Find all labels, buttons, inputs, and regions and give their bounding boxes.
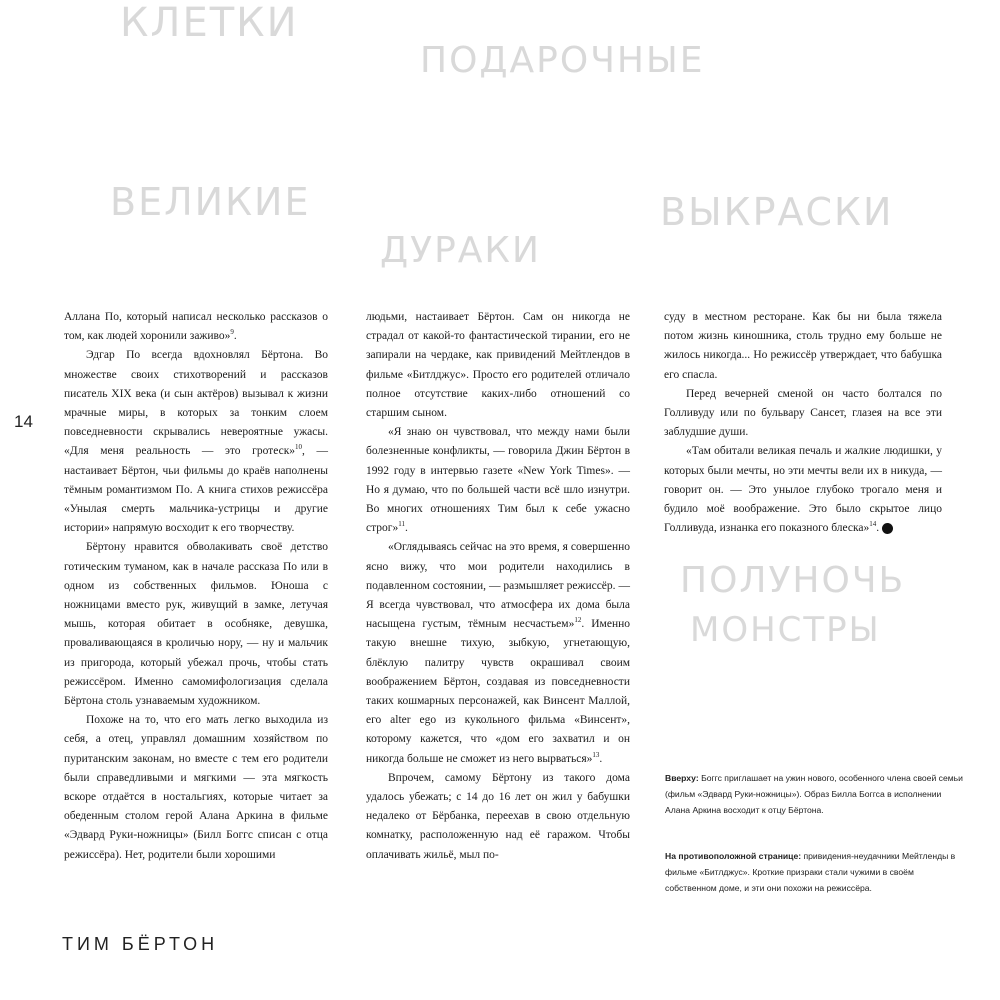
- paragraph: Бёртону нравится обволакивать своё детство готическим туманом, как в начале рассказа По или в одном из собственных фильмов. Юноша с ножницами вместо рук, живущий в замке, летучая мышь, которая обитает в особняке, девушка, проваливающаяся в кроличью нору, — ну и мальчик из пригорода, который убежал прочь, чтобы стать режиссёром. Именно самомифологизация сделала Бёртона столь узнаваемым художником.: [64, 541, 328, 708]
- end-of-article-icon: ✪: [882, 523, 893, 534]
- paragraph: Впрочем, самому Бёртону из такого дома удалось убежать; с 14 до 16 лет он жил у бабушки недалеко от Бёрбанка, переехав в свою отдельную комнатку, расположенную над её гаражом. Чтобы оплачивать жильё, мыл по-: [366, 771, 630, 861]
- background-ghost-text: ВЕЛИКИЕ: [110, 180, 311, 224]
- background-ghost-text: КЛЕТКИ: [120, 0, 299, 46]
- footnote-ref: 14: [869, 520, 877, 529]
- footnote-ref: 12: [574, 616, 582, 625]
- footnote-ref: 13: [592, 750, 600, 759]
- text-column-1: [64, 308, 328, 865]
- photo-caption-opposite: [665, 848, 965, 896]
- caption-label: Вверху:: [665, 773, 699, 783]
- text-column-2: [366, 308, 630, 865]
- background-ghost-text: ВЫКРАСКИ: [660, 190, 894, 234]
- paragraph: «Я знаю он чувствовал, что между нами были болезненные конфликты, — говорила Джин Бёртон в 1992 году в интервью газете «New York Times». — Но я думаю, что по большей части всё шло изнутри. Во многих отношениях Тим был к себе ужасно строг»$^{11}$.: [366, 426, 630, 535]
- paragraph: «Там обитали великая печаль и жалкие людишки, у которых были мечты, но эти мечты вели их в никуда, — говорит он. — Это унылое глубоко трогало меня и будило моё воображение. Это было скрытое лицо Голливуда, изнанка его показного блеска»$^{14}$. ✪: [664, 445, 942, 535]
- paragraph: людьми, настаивает Бёртон. Сам он никогда не страдал от какой-то фантастической тирании, его не запирали на чердаке, как привидений Мейтлендов в фильме «Битлджус». Просто его родителей отличало полное отсутствие каких-либо отношений со старшим сыном.: [366, 311, 630, 420]
- paragraph: Перед вечерней сменой он часто болтался по Голливуду или по бульвару Сансет, глазея на все эти заблудшие души.: [664, 387, 942, 439]
- page-number: 14: [14, 412, 33, 431]
- paragraph: Похоже на то, что его мать легко выходила из себя, а отец, управлял домашним хозяйством по пуританским законам, но вместе с тем его родители были справедливыми и мягкими — эта мягкость вскоре отдаётся в ностальгиях, которые читает за обеденным столом герой Алана Аркина в фильме «Эдвард Руки-ножницы» (Билл Боггс списан с отца режиссёра). Нет, родители были хорошими: [64, 714, 328, 861]
- background-ghost-text: МОНСТРЫ: [690, 610, 881, 650]
- footnote-ref: 9: [230, 328, 234, 337]
- caption-text: привидения-неудачники Мейтленды в фильме «Битлджус». Кроткие призраки стали чужими в своём собственном доме, и эти они похожи на режиссёра.: [665, 851, 956, 893]
- caption-label: На противоположной странице:: [665, 851, 802, 861]
- background-ghost-text: ПОДАРОЧНЫЕ: [420, 40, 705, 81]
- running-title: ТИМ БЁРТОН: [62, 934, 219, 954]
- caption-text: Боггс приглашает на ужин нового, особенного члена своей семьи (фильм «Эдвард Руки-ножницы»). Образ Билла Боггса в исполнении Алана Аркина восходит к отцу Бёртона.: [665, 773, 963, 815]
- footnote-ref: 10: [295, 443, 303, 452]
- paragraph: Эдгар По всегда вдохновлял Бёртона. Во множестве своих стихотворений и рассказов писатель XIX века (и сын актёров) вызывал к жизни мрачные миры, в которых за тонким слоем повседневности скрывались невероятные ужасы. «Для меня реальность — это гротеск»$^{10}$, — настаивает Бёртон, чьи фильмы до краёв наполнены тёмным романтизмом По. А книга стихов режиссёра «Унылая смерть мальчика-устрицы и другие истории» напрямую восходит к его творчеству.: [64, 349, 328, 535]
- text-column-3: [664, 308, 942, 538]
- background-ghost-text: ДУРАКИ: [380, 230, 541, 271]
- background-ghost-text: ПОЛУНОЧЬ: [680, 560, 906, 601]
- paragraph: суду в местном ресторане. Как бы ни была тяжела потом жизнь киношника, столь трудно ему больше не жилось никогда... Но режиссёр утверждает, что бабушка его спасла.: [664, 311, 942, 381]
- photo-caption-top: [665, 770, 965, 818]
- footnote-ref: 11: [398, 520, 405, 529]
- paragraph: Аллана По, который написал несколько рассказов о том, как людей хоронили заживо»$^9$.: [64, 311, 328, 343]
- paragraph: «Оглядываясь сейчас на это время, я совершенно ясно вижу, что мои родители находились в подавленном состоянии, — размышляет режиссёр. — Я всегда чувствовал, что атмосфера их дома была насыщена густым, тёмным несчастьем»$^{12}$. Именно такую внешне тихую, зыбкую, угнетающую, блёклую палитру чувств окрашивал своим воображением Бёртон, создавая из повседневности таких кошмарных персонажей, как Винсент Маллой, его alter ego из кукольного фильма «Винсент», которому кажется, что «дом его захватил и он никогда больше не сможет из него вырваться»$^{13}$.: [366, 541, 630, 765]
